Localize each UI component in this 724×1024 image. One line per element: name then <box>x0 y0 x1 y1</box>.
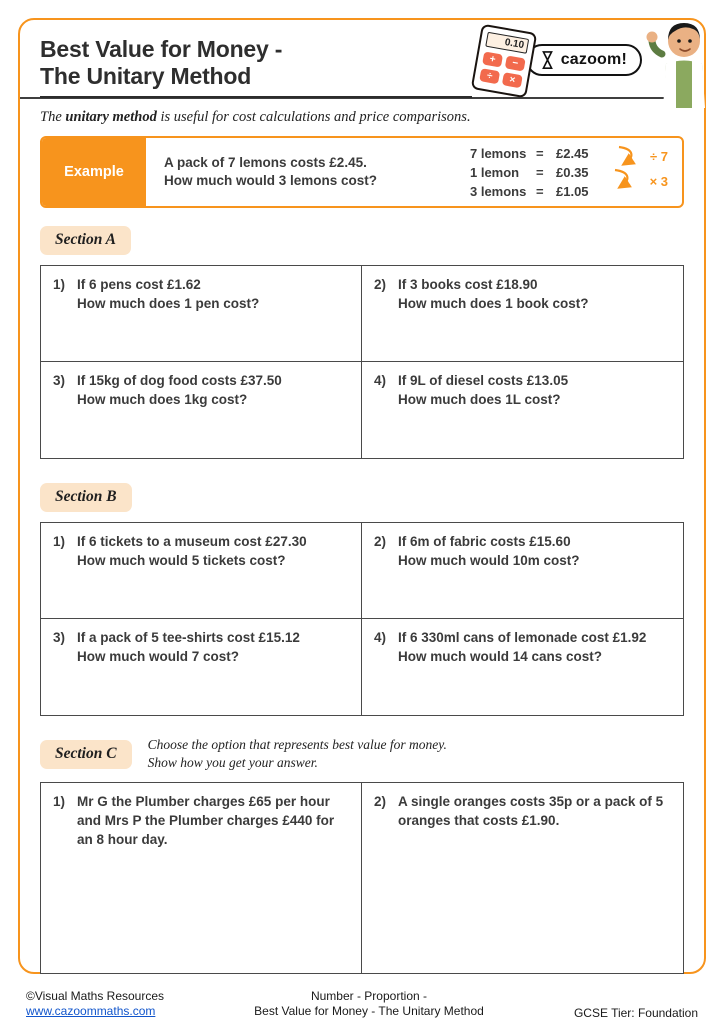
question-cell <box>41 266 362 362</box>
question-number: 3) <box>53 373 66 388</box>
section-a-questions <box>40 265 684 459</box>
section-c-questions <box>40 782 684 974</box>
question-cell <box>362 362 683 458</box>
cazoom-logo <box>526 44 642 76</box>
working-item: 1 lemon <box>470 164 520 180</box>
section-a-heading: Section A <box>40 226 131 255</box>
calculator-keys <box>479 51 526 88</box>
title-line-1: Best Value for Money - <box>40 36 283 62</box>
intro-emphasis: unitary method <box>65 109 157 125</box>
mascot-character <box>646 18 716 110</box>
cazoom-logo-text: cazoom! <box>560 51 627 68</box>
plus-key-icon: + <box>482 51 503 67</box>
example-box <box>40 136 684 208</box>
working-value: £0.35 <box>556 164 589 180</box>
page-title <box>40 36 472 98</box>
question-text: If 3 books cost £18.90 How much does 1 book cost? <box>398 277 589 311</box>
minus-key-icon: − <box>505 55 526 71</box>
working-item: 7 lemons <box>470 145 527 161</box>
question-cell <box>41 362 362 458</box>
question-text: If 6 330ml cans of lemonade cost £1.92 How much would 14 cans cost? <box>398 630 647 664</box>
example-question <box>164 154 420 190</box>
question-cell <box>362 783 683 973</box>
question-number: 2) <box>374 534 387 549</box>
working-row <box>470 163 604 182</box>
calculator-icon <box>471 24 538 99</box>
question-text: A single oranges costs 35p or a pack of 5 oranges that costs £1.90. <box>398 794 664 829</box>
question-cell <box>362 619 683 715</box>
cazoom-logo-icon <box>541 50 554 70</box>
copyright-text: ©Visual Maths Resources <box>26 988 165 1003</box>
equals-sign: = <box>536 183 544 199</box>
question-cell <box>362 266 683 362</box>
question-number: 3) <box>53 630 66 645</box>
working-row <box>470 182 604 201</box>
section-c-heading: Section C <box>40 740 132 769</box>
working-item: 3 lemons <box>470 183 527 199</box>
equals-sign: = <box>536 164 544 180</box>
question-number: 4) <box>374 373 387 388</box>
intro-prefix: The <box>40 109 66 125</box>
calculator-display: 0.10 <box>485 32 529 54</box>
footer-left <box>26 989 164 1020</box>
website-link[interactable]: www.cazoommaths.com <box>26 1004 156 1019</box>
question-text: If 6m of fabric costs £15.60 How much would 10m cost? <box>398 534 580 568</box>
intro-sentence <box>40 109 684 126</box>
worksheet-footer <box>26 989 698 1020</box>
divide-key-icon: ÷ <box>479 68 500 84</box>
section-b-questions <box>40 522 684 716</box>
multiply-annotation: × 3 <box>649 173 668 189</box>
section-c-header-row <box>40 736 684 772</box>
equals-sign: = <box>536 145 544 161</box>
curved-arrow-down-icon <box>612 167 636 191</box>
working-value: £2.45 <box>556 145 589 161</box>
section-b-heading: Section B <box>40 483 132 512</box>
worksheet-header <box>20 20 704 99</box>
intro-suffix: is useful for cost calculations and price comparisons. <box>156 109 471 125</box>
example-working <box>470 144 668 201</box>
question-cell <box>41 783 362 973</box>
curved-arrow-down-icon <box>616 144 640 168</box>
question-text: If 6 tickets to a museum cost £27.30 How much would 5 tickets cost? <box>77 534 307 568</box>
question-text: If 6 pens cost £1.62 How much does 1 pen cost? <box>77 277 260 311</box>
multiply-key-icon: × <box>502 72 523 88</box>
footer-topic: Number - Proportion - Best Value for Money - The Unitary Method <box>254 988 484 1019</box>
working-row <box>470 144 604 163</box>
question-text: If 15kg of dog food costs £37.50 How much does 1kg cost? <box>77 373 282 407</box>
title-line-2: The Unitary Method <box>40 63 252 90</box>
working-value: £1.05 <box>556 183 589 199</box>
example-content <box>146 138 682 206</box>
question-number: 4) <box>374 630 387 645</box>
question-number: 2) <box>374 794 387 810</box>
question-text: If 9L of diesel costs £13.05 How much does 1L cost? <box>398 373 569 407</box>
example-label: Example <box>42 138 146 206</box>
question-number: 1) <box>53 277 66 292</box>
example-question-line-1: A pack of 7 lemons costs £2.45. <box>164 154 367 170</box>
example-question-line-2: How much would 3 lemons cost? <box>164 173 378 188</box>
question-cell <box>41 523 362 619</box>
question-number: 2) <box>374 277 387 292</box>
question-text: Mr G the Plumber charges £65 per hour and Mrs P the Plumber charges £440 for an 8 hour day. <box>77 794 335 848</box>
page-border-frame <box>18 18 706 974</box>
section-c-instruction: Choose the option that represents best value for money. Show how you get your answer. <box>147 737 447 771</box>
footer-tier: GCSE Tier: Foundation <box>573 1006 698 1020</box>
question-number: 1) <box>53 534 66 549</box>
question-cell <box>41 619 362 715</box>
question-cell <box>362 523 683 619</box>
question-text: If a pack of 5 tee-shirts cost £15.12 How much would 7 cost? <box>77 630 300 664</box>
question-number: 1) <box>53 794 66 810</box>
divide-annotation: ÷ 7 <box>650 148 668 164</box>
